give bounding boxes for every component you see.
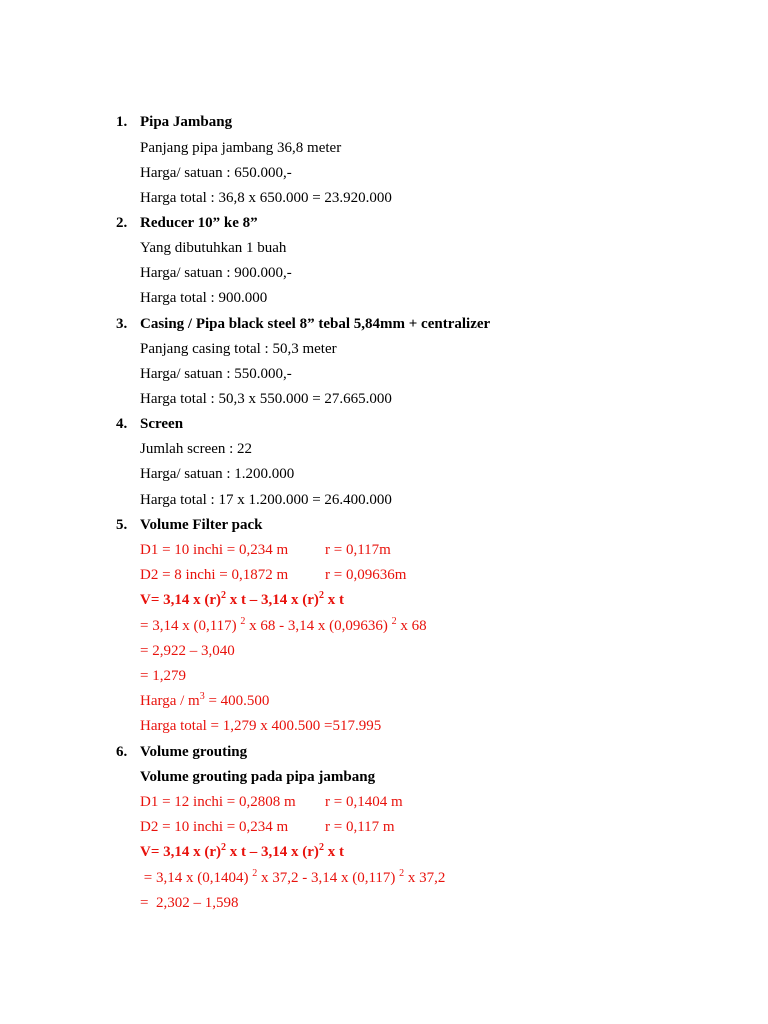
volume-result: = 1,279	[140, 668, 186, 684]
text-line	[0, 286, 768, 311]
item-2-header	[0, 211, 768, 236]
text-line	[0, 462, 768, 487]
item-heading: Volume Filter pack	[140, 517, 263, 533]
item-1-length: Panjang pipa jambang 36,8 meter	[140, 140, 342, 156]
item-number: 2.	[116, 215, 128, 231]
diameter-d1: D1 = 12 inchi = 0,2808 m	[140, 794, 296, 810]
item-5-header	[0, 513, 768, 538]
text-line	[0, 437, 768, 462]
item-number: 5.	[116, 517, 128, 533]
diameter-d2: D2 = 10 inchi = 0,234 m	[140, 819, 289, 835]
text-line	[0, 136, 768, 161]
text-line	[0, 161, 768, 186]
item-4-unit-price: Harga/ satuan : 1.200.000	[140, 466, 295, 482]
item-1-unit-price: Harga/ satuan : 650.000,-	[140, 165, 292, 181]
filter-pack-total: Harga total = 1,279 x 400.500 =517.995	[140, 718, 382, 734]
volume-formula: V= 3,14 x $(r)^2$ x t – 3,14 x $(r)^2$ x t	[140, 842, 344, 860]
radius-r1: r = 0,117m	[325, 542, 391, 558]
item-heading: Screen	[140, 416, 184, 432]
item-2-quantity: Yang dibutuhkan 1 buah	[140, 240, 287, 256]
item-3-length: Panjang casing total : 50,3 meter	[140, 341, 337, 357]
diameter-d2: D2 = 8 inchi = 0,1872 m	[140, 567, 289, 583]
item-4-count: Jumlah screen : 22	[140, 441, 253, 457]
item-4-total: Harga total : 17 x 1.200.000 = 26.400.000	[140, 492, 392, 508]
text-line	[0, 488, 768, 513]
item-number: 6.	[116, 744, 128, 760]
item-3-unit-price: Harga/ satuan : 550.000,-	[140, 366, 292, 382]
item-6-header	[0, 740, 768, 765]
item-heading: Pipa Jambang	[140, 114, 233, 130]
item-6-subheading: Volume grouting pada pipa jambang	[140, 769, 376, 785]
text-line	[0, 186, 768, 211]
diameter-line	[0, 563, 768, 588]
volume-calculation: = 3,14 x (0,1404) $^2$ x 37,2 - 3,14 x (0,117) $^2$ x 37,2	[140, 868, 446, 886]
diameter-line	[0, 815, 768, 840]
item-4-header	[0, 412, 768, 437]
diameter-line	[0, 790, 768, 815]
volume-formula: V= 3,14 x $(r)^2$ x t – 3,14 x $(r)^2$ x t	[140, 590, 344, 608]
text-line	[0, 387, 768, 412]
volume-result: = 2,302 – 1,598	[140, 895, 239, 911]
item-number: 4.	[116, 416, 128, 432]
item-number: 3.	[116, 316, 128, 332]
text-line	[0, 236, 768, 261]
item-heading: Volume grouting	[140, 744, 248, 760]
item-2-unit-price: Harga/ satuan : 900.000,-	[140, 265, 292, 281]
radius-r2: r = 0,09636m	[325, 567, 407, 583]
item-1-header	[0, 110, 768, 135]
radius-r2: r = 0,117 m	[325, 819, 395, 835]
text-line	[0, 261, 768, 286]
item-heading: Reducer 10” ke 8”	[140, 215, 258, 231]
text-line	[0, 362, 768, 387]
diameter-line	[0, 538, 768, 563]
item-3-total: Harga total : 50,3 x 550.000 = 27.665.000	[140, 391, 392, 407]
radius-r1: r = 0,1404 m	[325, 794, 403, 810]
volume-calculation: = 3,14 x (0,117) $^2$ x 68 - 3,14 x (0,09636) $^2$ x 68	[140, 616, 427, 634]
item-1-total: Harga total : 36,8 x 650.000 = 23.920.000	[140, 190, 392, 206]
price-per-m3: Harga / $m^3 = 400.500$	[140, 691, 270, 709]
volume-result: = 2,922 – 3,040	[140, 643, 235, 659]
item-2-total: Harga total : 900.000	[140, 290, 268, 306]
item-3-header	[0, 312, 768, 337]
item-number: 1.	[116, 114, 128, 130]
item-heading: Casing / Pipa black steel 8” tebal 5,84mm + centralizer	[140, 316, 491, 332]
diameter-d1: D1 = 10 inchi = 0,234 m	[140, 542, 289, 558]
text-line	[0, 337, 768, 362]
